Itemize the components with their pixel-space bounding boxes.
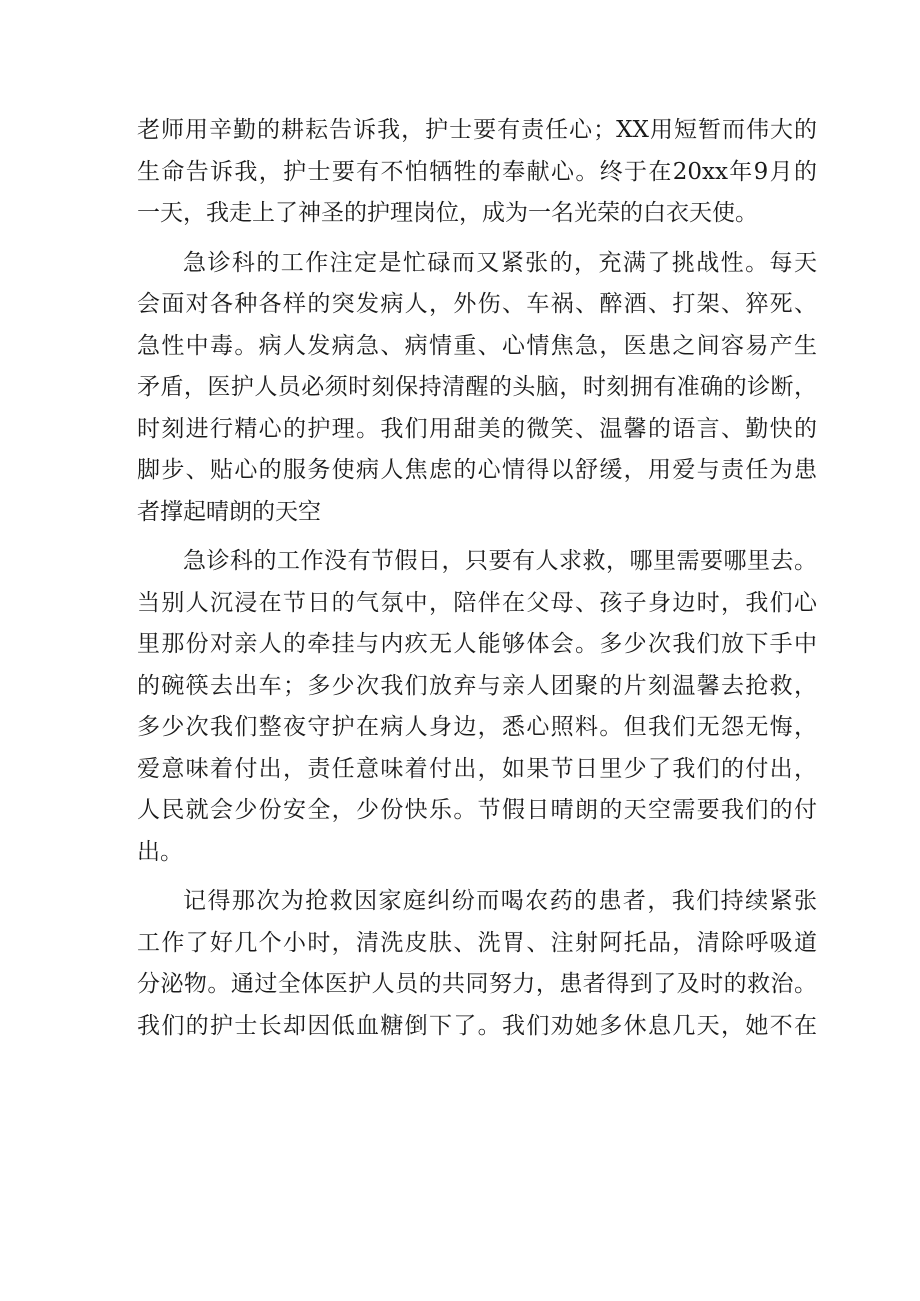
text-line: 工作了好几个小时，清洗皮肤、洗胃、注射阿托品，清除呼吸道 bbox=[137, 929, 817, 956]
text-line: 当别人沉浸在节日的气氛中，陪伴在父母、孩子身边时，我们心 bbox=[137, 589, 817, 616]
text-line: 矛盾，医护人员必须时刻保持清醒的头脑，时刻拥有准确的诊断， bbox=[137, 374, 817, 400]
text-line: 的碗筷去出车；多少次我们放弃与亲人团聚的片刻温馨去抢救， bbox=[137, 672, 817, 699]
text-line: 人民就会少份安全，少份快乐。节假日晴朗的天空需要我们的付 bbox=[137, 797, 817, 823]
text-line: 老师用辛勤的耕耘告诉我，护士要有责任心；XX用短暂而伟大的 bbox=[137, 117, 817, 143]
text-line: 者撑起晴朗的天空 bbox=[137, 498, 321, 525]
text-line: 生命告诉我，护士要有不怕牺牲的奉献心。终于在20xx年9月的 bbox=[137, 158, 817, 185]
text-line: 里那份对亲人的牵挂与内疚无人能够体会。多少次我们放下手中 bbox=[137, 631, 817, 657]
text-line: 爱意味着付出，责任意味着付出，如果节日里少了我们的付出， bbox=[137, 755, 817, 782]
text-line: 急诊科的工作注定是忙碌而又紧张的，充满了挑战性。每天 bbox=[183, 249, 817, 276]
body-text bbox=[137, 110, 817, 1055]
text-line: 急性中毒。病人发病急、病情重、心情焦急，医患之间容易产生 bbox=[137, 332, 817, 359]
text-line: 记得那次为抢救因家庭纠纷而喝农药的患者，我们持续紧张 bbox=[183, 888, 817, 914]
text-line: 会面对各种各样的突发病人，外伤、车祸、醉酒、打架、猝死、 bbox=[137, 291, 817, 317]
text-line: 急诊科的工作没有节假日，只要有人求救，哪里需要哪里去。 bbox=[183, 548, 817, 574]
paragraph-4 bbox=[137, 881, 817, 1047]
text-line: 我们的护士长却因低血糖倒下了。我们劝她多休息几天，她不在 bbox=[137, 1012, 817, 1039]
text-line: 分泌物。通过全体医护人员的共同努力，患者得到了及时的救治。 bbox=[137, 971, 817, 997]
paragraph-2 bbox=[137, 243, 817, 534]
text-line: 时刻进行精心的护理。我们用甜美的微笑、温馨的语言、勤快的 bbox=[137, 415, 817, 442]
paragraph-3 bbox=[137, 541, 817, 873]
text-line: 多少次我们整夜守护在病人身边，悉心照料。但我们无怨无悔， bbox=[137, 714, 817, 740]
text-line: 脚步、贴心的服务使病人焦虑的心情得以舒缓，用爱与责任为患 bbox=[137, 457, 817, 483]
text-line: 一天，我走上了神圣的护理岗位，成为一名光荣的白衣天使。 bbox=[137, 200, 758, 226]
text-line: 出。 bbox=[137, 838, 183, 865]
paragraph-1 bbox=[137, 110, 817, 235]
